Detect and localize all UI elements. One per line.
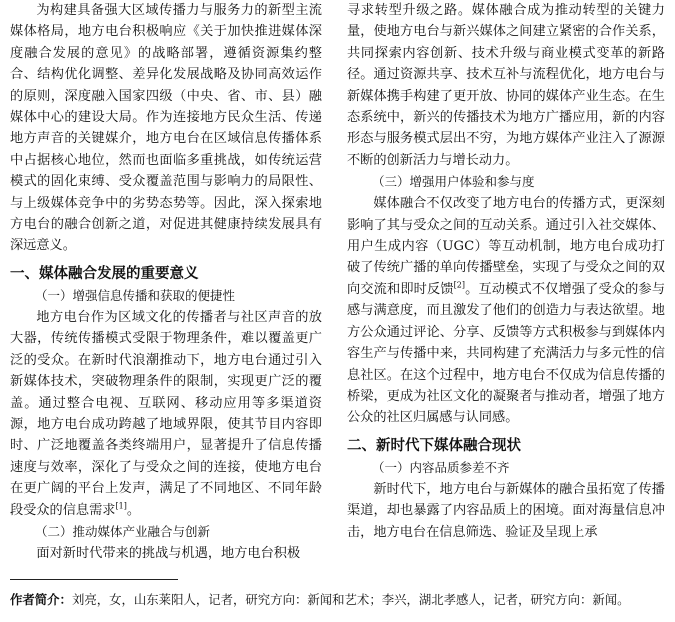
subsection-heading-industry: （二）推动媒体产业融合与创新 <box>35 523 211 539</box>
convenience-end: 。 <box>126 502 141 518</box>
convenience-text: 地方电台作为区域文化的传播者与社区声音的放大器，传统传播模式受限于物理条件，难以覆盖更广泛的受众。在新时代浪潮推动下，地方电台通过引入新媒体技术，突破物理条件的限制，实现更广泛的覆盖。通过整合电视、互联网、移动应用等多渠道资源，地方电台成功跨越了地域界限，使其节目内容即时、广泛地覆盖各类终端用户，显著提升了信息传播速度与效率，深化了与受众之间的连接，使地方电台在更广阔的平台上发声，满足了不同地区、不同年龄段受众的信息需求 <box>10 309 322 518</box>
section-heading-status: 二、新时代下媒体融合现状 <box>347 437 521 454</box>
convenience-paragraph <box>10 307 322 521</box>
subsection-heading-quality: （一）内容品质参差不齐 <box>372 459 510 475</box>
subsection-heading-experience: （三）增强用户体验和参与度 <box>372 174 535 190</box>
footnote-text: 刘亮，女，山东莱阳人，记者，研究方向：新闻和艺术；李兴，湖北孝感人，记者，研究方向：新闻。 <box>71 592 630 607</box>
footnote-label: 作者简介： <box>10 592 72 607</box>
subsection-heading-convenience: （一）增强信息传播和获取的便捷性 <box>35 287 236 303</box>
intro-paragraph: 为构建具备强大区域传播力与服务力的新型主流媒体格局，地方电台积极响应《关于加快推进媒体深度融合发展的意见》的战略部署，遵循资源集约整合、结构优化调整、差异化发展战略及协同高效运作的原则，深度融入国家四级（中央、省、市、县）融媒体中心的建设大局。作为连接地方民众生活、传递地方声音的关键媒介，地方电台在区域信息传播体系中占据核心地位，然而也面临多重挑战，如传统运营模式的固化束缚、受众覆盖范围与影响力的局限性、与上级媒体竞争中的劣势态势等。因此，深入探索地方电台的融合创新之道，对促进其健康持续发展具有深远意义。 <box>10 3 322 254</box>
quality-paragraph: 新时代下，地方电台与新媒体的融合虽拓宽了传播渠道，却也暴露了内容品质上的困境。面对海量信息冲击，地方电台在信息筛选、验证及呈现上承 <box>347 481 665 540</box>
experience-text-b: 。互动模式不仅增强了受众的参与感与满意度，而且激发了他们的创造力与表达欲望。地方公众通过评论、分享、反馈等方式积极参与到媒体内容生产与传播中来，共同构建了充满活力与多元性的信息社区。在这个过程中，地方电台不仅成为信息传播的桥梁，更成为社区文化的凝聚者与推动者，增强了地方公众的社区归属感与认同感。 <box>347 281 666 426</box>
experience-text-a: 媒体融合不仅改变了地方电台的传播方式，更深刻影响了其与受众之间的互动关系。通过引入社交媒体、用户生成内容（UGC）等互动机制，地方电台成功打破了传统广播的单向传播壁垒，实现了与受众之间的双向交流和即时反馈 <box>347 196 665 297</box>
industry-paragraph-start: 面对新时代带来的挑战与机遇，地方电台积极 <box>36 545 301 561</box>
citation-ref-2: [2] <box>453 280 466 290</box>
footnote-divider <box>10 579 178 580</box>
section-heading-significance: 一、媒体融合发展的重要意义 <box>10 265 199 282</box>
left-column <box>10 0 322 564</box>
industry-paragraph-cont: 寻求转型升级之路。媒体融合成为推动转型的关键力量，使地方电台与新兴媒体之间建立紧密的合作关系，共同探索内容创新、技术升级与商业模式变革的新路径。通过资源共享、技术互补与流程优化，地方电台与新媒体携手构建了更开放、协同的媒体产业生态。在生态系统中，新兴的传播技术为地方广播应用，新的内容形态与服务模式层出不穷，为地方媒体产业注入了源源不断的创新活力与增长动力。 <box>347 3 665 168</box>
right-column <box>347 0 665 543</box>
citation-ref-1: [1] <box>115 501 127 511</box>
author-footnote <box>10 591 665 609</box>
experience-paragraph <box>347 193 665 428</box>
